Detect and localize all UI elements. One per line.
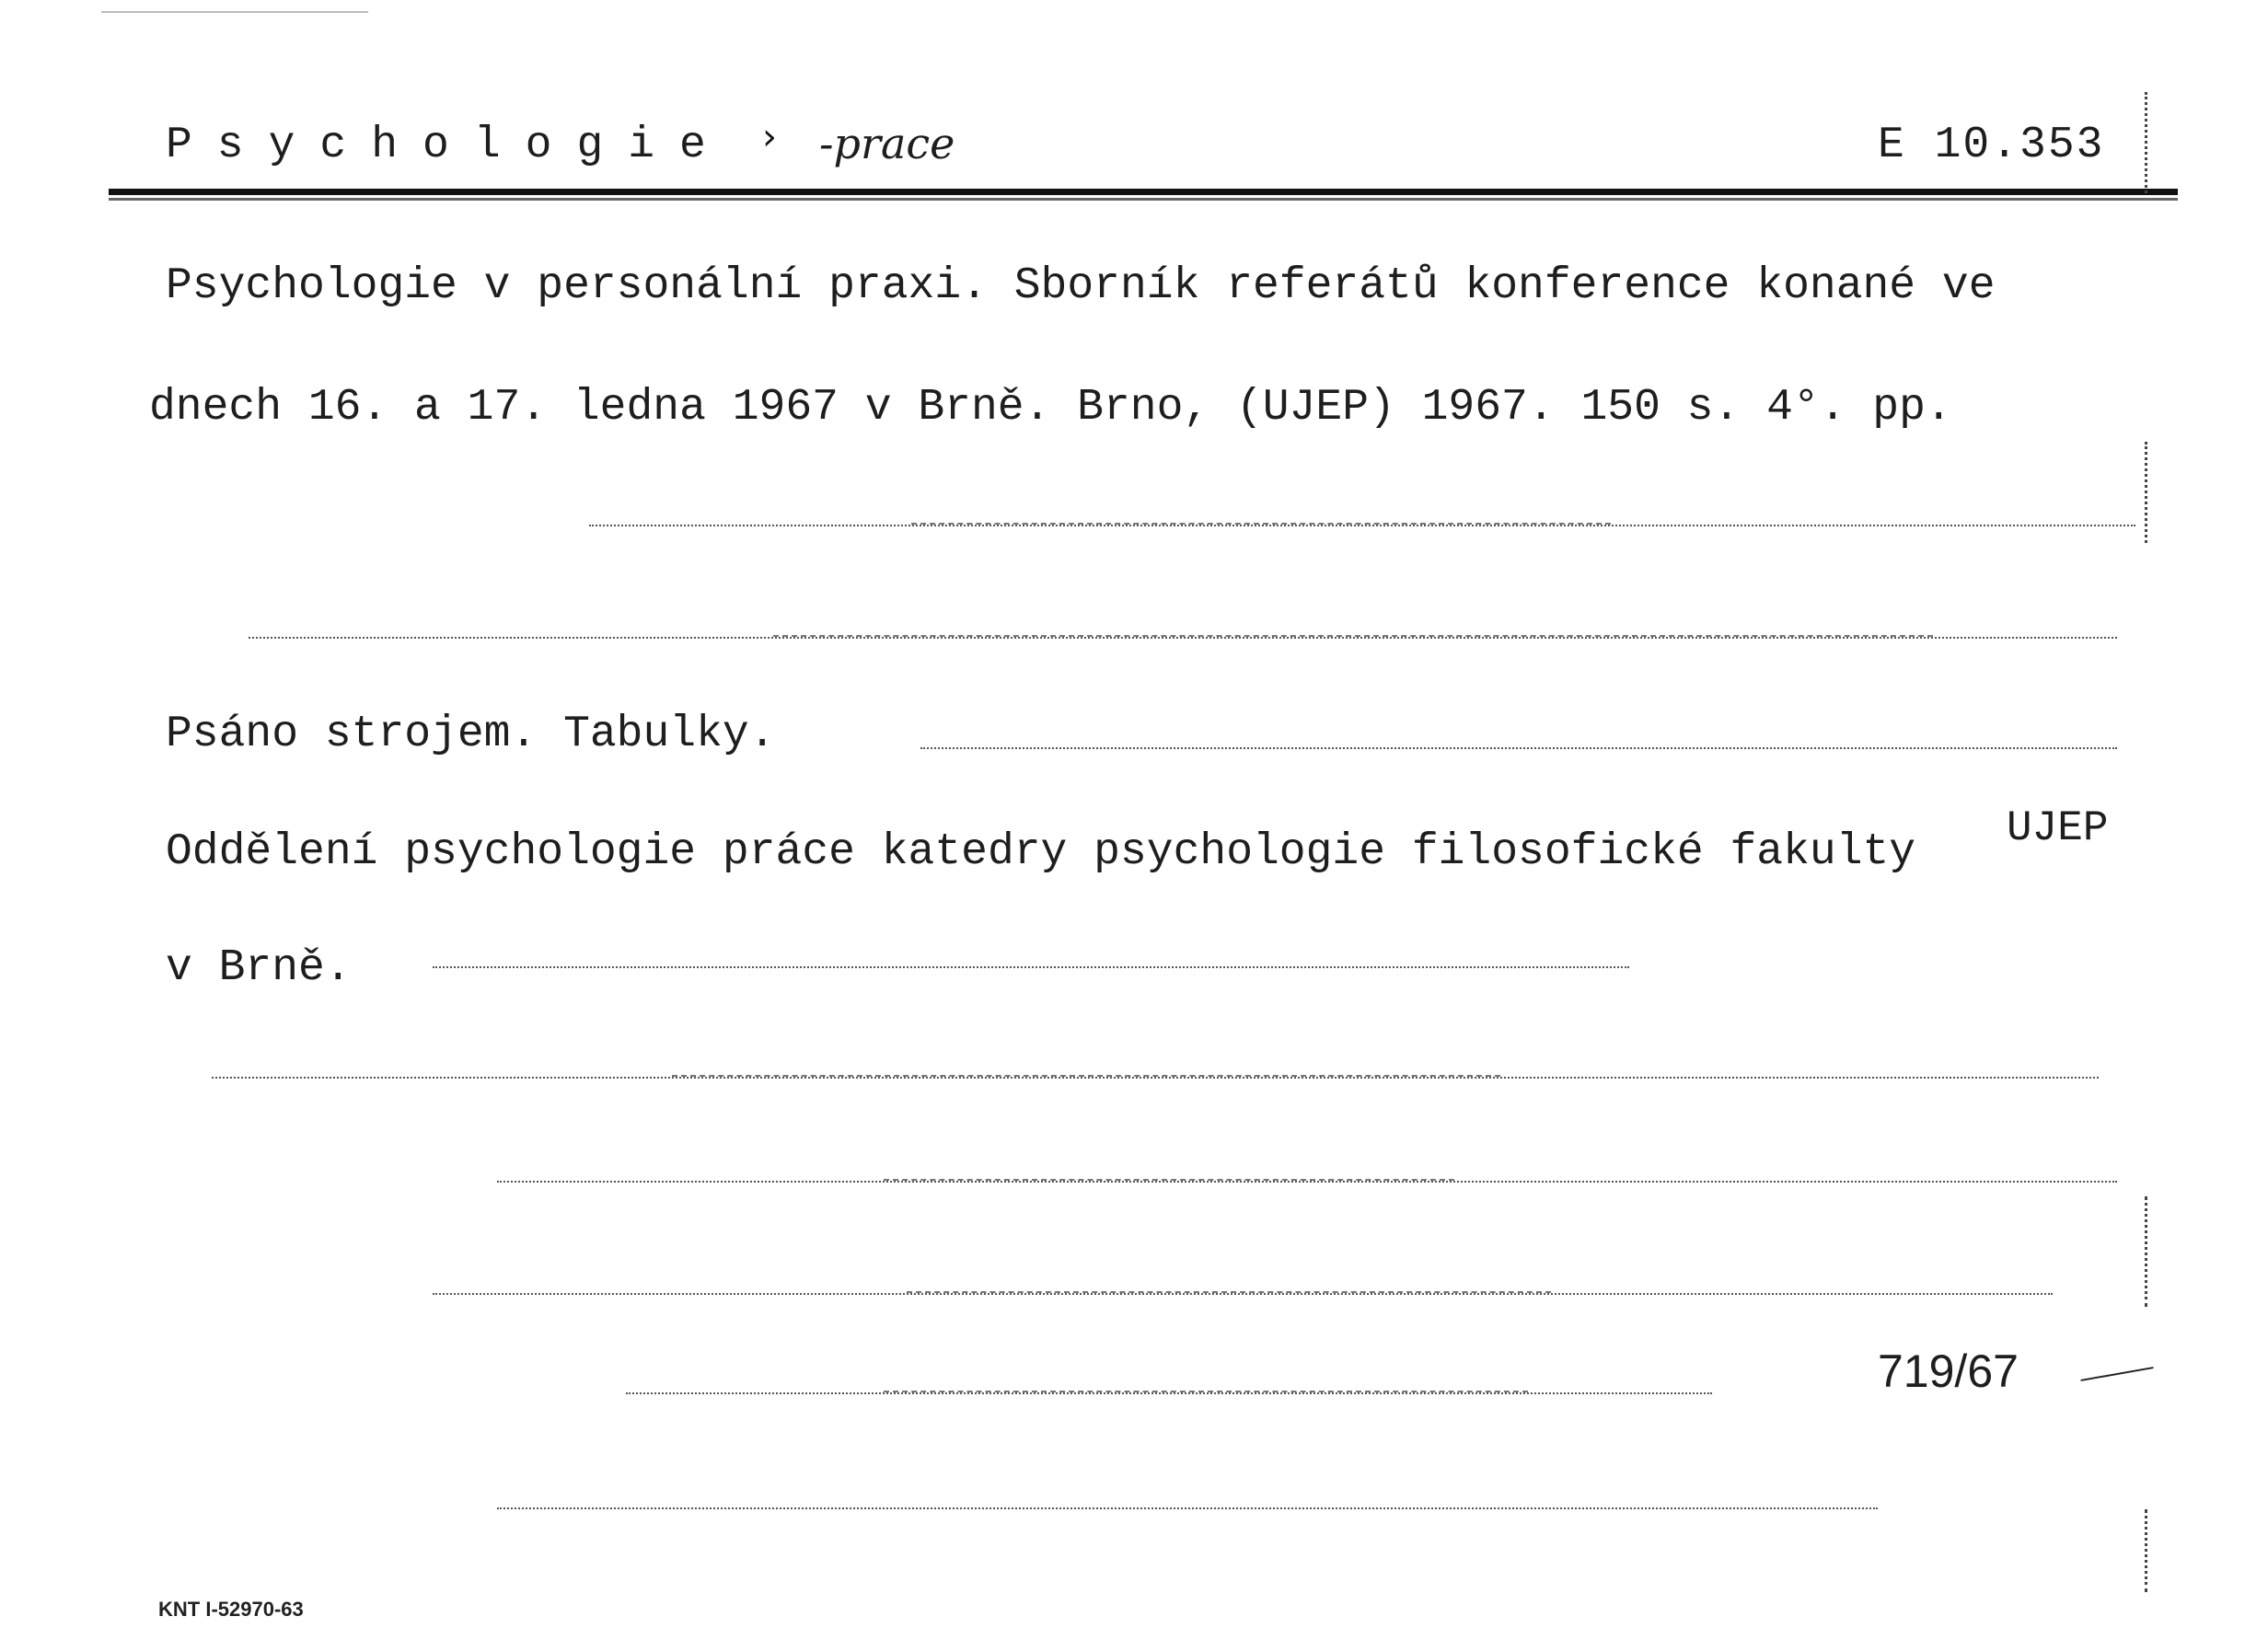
filler-line (907, 1291, 1551, 1293)
right-edge-dots (2145, 442, 2147, 543)
filler-line (773, 635, 1933, 637)
header-rule-shadow (109, 198, 2178, 201)
filler-line (911, 523, 1611, 525)
filler-line (212, 1077, 2099, 1079)
filler-line (433, 966, 1629, 968)
note-typewritten: Psáno strojem. Tabulky. (166, 710, 776, 759)
note-department-tail: UJEP (2007, 804, 2109, 852)
header-rule (109, 189, 2178, 195)
right-edge-dots (2145, 1509, 2147, 1592)
right-edge-dots (2145, 92, 2147, 193)
filler-line (249, 637, 2117, 639)
filler-line (920, 747, 2117, 749)
title-line-2: dnech 16. a 17. ledna 1967 v Brně. Brno, (UJEP) 1967. 150 s. 4°. pp. (149, 383, 1952, 433)
filler-line (497, 1181, 2117, 1183)
title-line-1: Psychologie v personální praxi. Sborník referátů konference konané ve (166, 261, 1996, 311)
filler-line (884, 1391, 1528, 1392)
card-print-code: KNT I-52970-63 (158, 1598, 304, 1621)
filler-line (433, 1293, 2053, 1295)
insert-mark: › (762, 116, 777, 158)
filler-line (626, 1392, 1712, 1394)
right-edge-dots (2145, 1196, 2147, 1307)
filler-line (589, 525, 2135, 526)
filler-line (884, 1179, 1454, 1181)
handwritten-subheading: -prace (819, 119, 955, 168)
accession-stroke (2080, 1367, 2153, 1381)
subject-heading: Psychologie (166, 121, 731, 170)
top-edge-line (101, 11, 368, 13)
accession-number: 719/67 (1878, 1345, 2019, 1397)
note-place: v Brně. (166, 943, 352, 993)
note-department: Oddělení psychologie práce katedry psychologie filosofické fakulty (166, 827, 1916, 877)
shelfmark: E 10.353 (1878, 121, 2105, 170)
filler-line (672, 1075, 1500, 1077)
filler-line (497, 1507, 1878, 1509)
